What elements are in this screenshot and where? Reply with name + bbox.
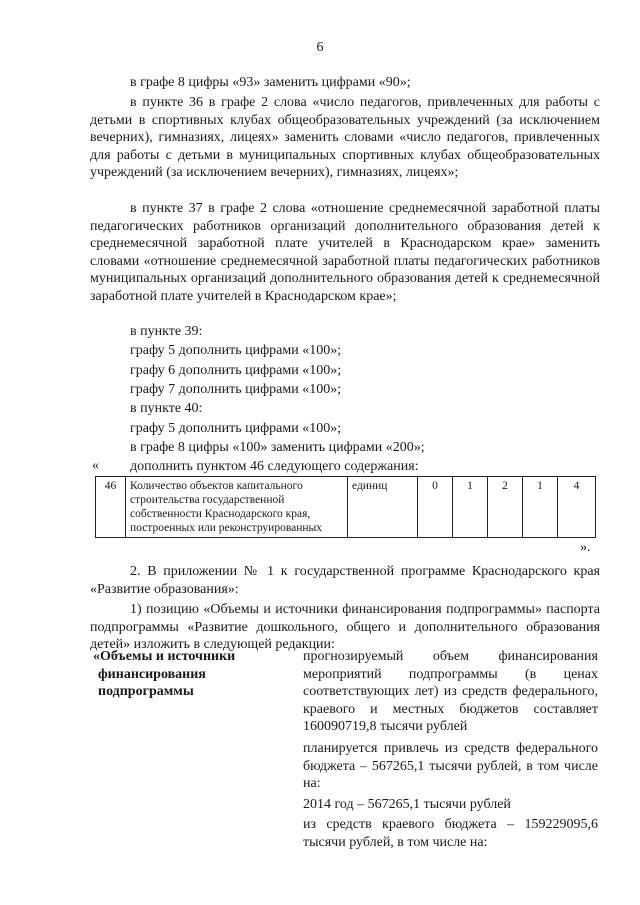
quote-open: « xyxy=(92,458,99,473)
table-cell-description: Количество объектов капитального строительства государственной собственности Краснодарского края, построенных или реконструированных xyxy=(126,477,348,538)
financing-text-total: прогнозируемый объем финансирования мероприятий подпрограммы (в ценах соответствующих лет) из средств федерального, краевого и местных бюджетов составляет 160090719,8 тысячи рублей xyxy=(303,649,598,735)
text-line-item-46: дополнить пунктом 46 следующего содержания: xyxy=(130,459,419,474)
table-cell-unit: единиц xyxy=(348,477,418,538)
indicator-table xyxy=(95,476,596,538)
table-cell-value: 0 xyxy=(418,477,453,538)
text-line: графу 5 дополнить цифрами «100»; xyxy=(130,421,342,436)
text-line: в графе 8 цифры «93» заменить цифрами «90»; xyxy=(130,75,411,90)
financing-text-2014: 2014 год – 567265,1 тысячи рублей xyxy=(303,797,511,812)
quote-close: ». xyxy=(580,540,591,555)
paragraph-item-36: в пункте 36 в графе 2 слова «число педагогов, привлеченных для работы с детьми в спортивных клубах общеобразовательных учреждений (за исключением вечерних), гимназиях, лицеях» заменить словами «число педагогов, привлеченных для работы с детьми в муниципальных спортивных клубах общеобразовательных учреждений (за исключением вечерних), гимназиях, лицеях»; xyxy=(90,95,600,181)
text-line-item-39: в пункте 39: xyxy=(130,324,203,339)
financing-title xyxy=(93,648,283,701)
page-number: 6 xyxy=(316,40,324,55)
financing-text-regional: из средств краевого бюджета – 159229095,6 тысячи рублей, в том числе на: xyxy=(303,817,598,850)
table-cell-value: 2 xyxy=(488,477,523,538)
table-cell-value: 4 xyxy=(558,477,596,538)
financing-text-federal: планируется привлечь из средств федерального бюджета – 567265,1 тысячи рублей, в том числе на: xyxy=(303,741,598,792)
financing-title-line: финансирования xyxy=(98,666,206,682)
text-line: графу 5 дополнить цифрами «100»; xyxy=(130,343,342,358)
financing-title-line: «Объемы и источники xyxy=(93,649,236,664)
financing-title-line: подпрограммы xyxy=(98,684,194,700)
table-row xyxy=(96,477,596,538)
table-cell-value: 1 xyxy=(523,477,558,538)
text-line: в графе 8 цифры «100» заменить цифрами «200»; xyxy=(130,440,425,455)
table-cell-value: 1 xyxy=(453,477,488,538)
section-2-paragraph: 2. В приложении № 1 к государственной программе Краснодарского края «Развитие образования»: xyxy=(90,564,600,597)
section-2-1-paragraph: 1) позицию «Объемы и источники финансирования подпрограммы» паспорта подпрограммы «Развитие дошкольного, общего и дополнительного образования детей» изложить в следующей редакции: xyxy=(90,602,600,653)
table-cell-row-number: 46 xyxy=(96,477,126,538)
text-line: графу 6 дополнить цифрами «100»; xyxy=(130,363,342,378)
paragraph-item-37: в пункте 37 в графе 2 слова «отношение среднемесячной заработной платы педагогических работников организаций дополнительного образования детей к среднемесячной заработной плате учителей в Краснодарском крае» заменить словами «отношение среднемесячной заработной платы педагогических работников муниципальных организаций дополнительного образования детей к среднемесячной заработной плате учителей в Краснодарском крае»; xyxy=(90,201,600,304)
text-line: графу 7 дополнить цифрами «100»; xyxy=(130,382,342,397)
text-line-item-40: в пункте 40: xyxy=(130,401,203,416)
